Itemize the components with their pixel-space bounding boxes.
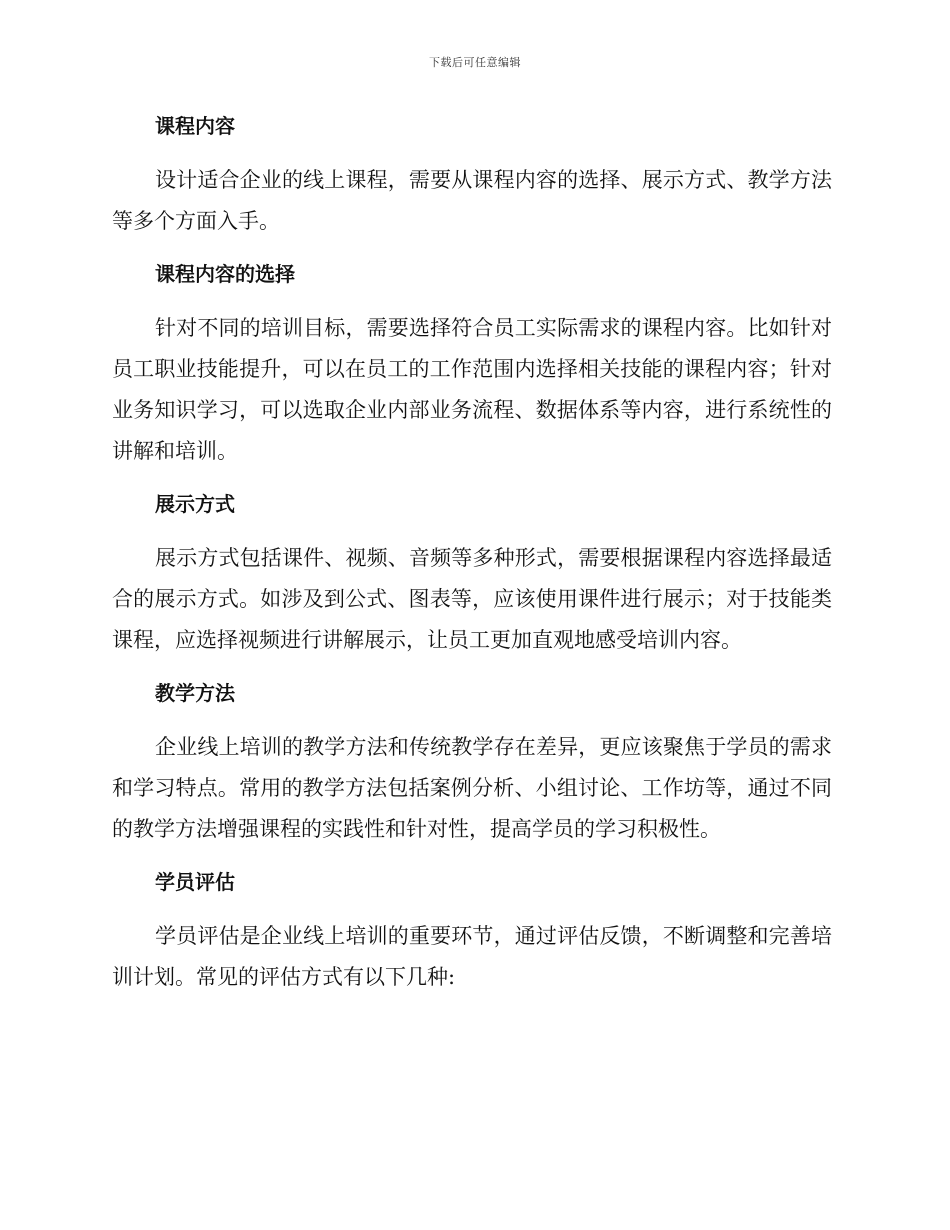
section-heading-teaching-method: 教学方法 <box>155 681 235 705</box>
section-paragraph-course-content: 设计适合企业的线上课程，需要从课程内容的选择、展示方式、教学方法等多个方面入手。 <box>112 168 832 233</box>
section-paragraph-presentation: 展示方式包括课件、视频、音频等多种形式，需要根据课程内容选择最适合的展示方式。如涉及到公式、图表等，应该使用课件进行展示；对于技能类课程，应选择视频进行讲解展示，让员工更加直观地感受培训内容。 <box>112 546 832 652</box>
section-heading-presentation: 展示方式 <box>155 492 235 516</box>
document-body <box>112 106 832 1010</box>
section-paragraph-student-evaluation: 学员评估是企业线上培训的重要环节，通过评估反馈，不断调整和完善培训计划。常见的评估方式有以下几种: <box>112 924 832 989</box>
section-heading-course-content: 课程内容 <box>155 114 235 138</box>
section-heading-student-evaluation: 学员评估 <box>155 870 235 894</box>
section-paragraph-content-selection: 针对不同的培训目标，需要选择符合员工实际需求的课程内容。比如针对员工职业技能提升，可以在员工的工作范围内选择相关技能的课程内容；针对业务知识学习，可以选取企业内部业务流程、数据体系等内容，进行系统性的讲解和培训。 <box>112 316 832 463</box>
page-header-note: 下载后可任意编辑 <box>429 56 521 69</box>
section-heading-content-selection: 课程内容的选择 <box>155 262 295 286</box>
section-paragraph-teaching-method: 企业线上培训的教学方法和传统教学存在差异，更应该聚焦于学员的需求和学习特点。常用的教学方法包括案例分析、小组讨论、工作坊等，通过不同的教学方法增强课程的实践性和针对性，提高学员的学习积极性。 <box>112 735 832 841</box>
